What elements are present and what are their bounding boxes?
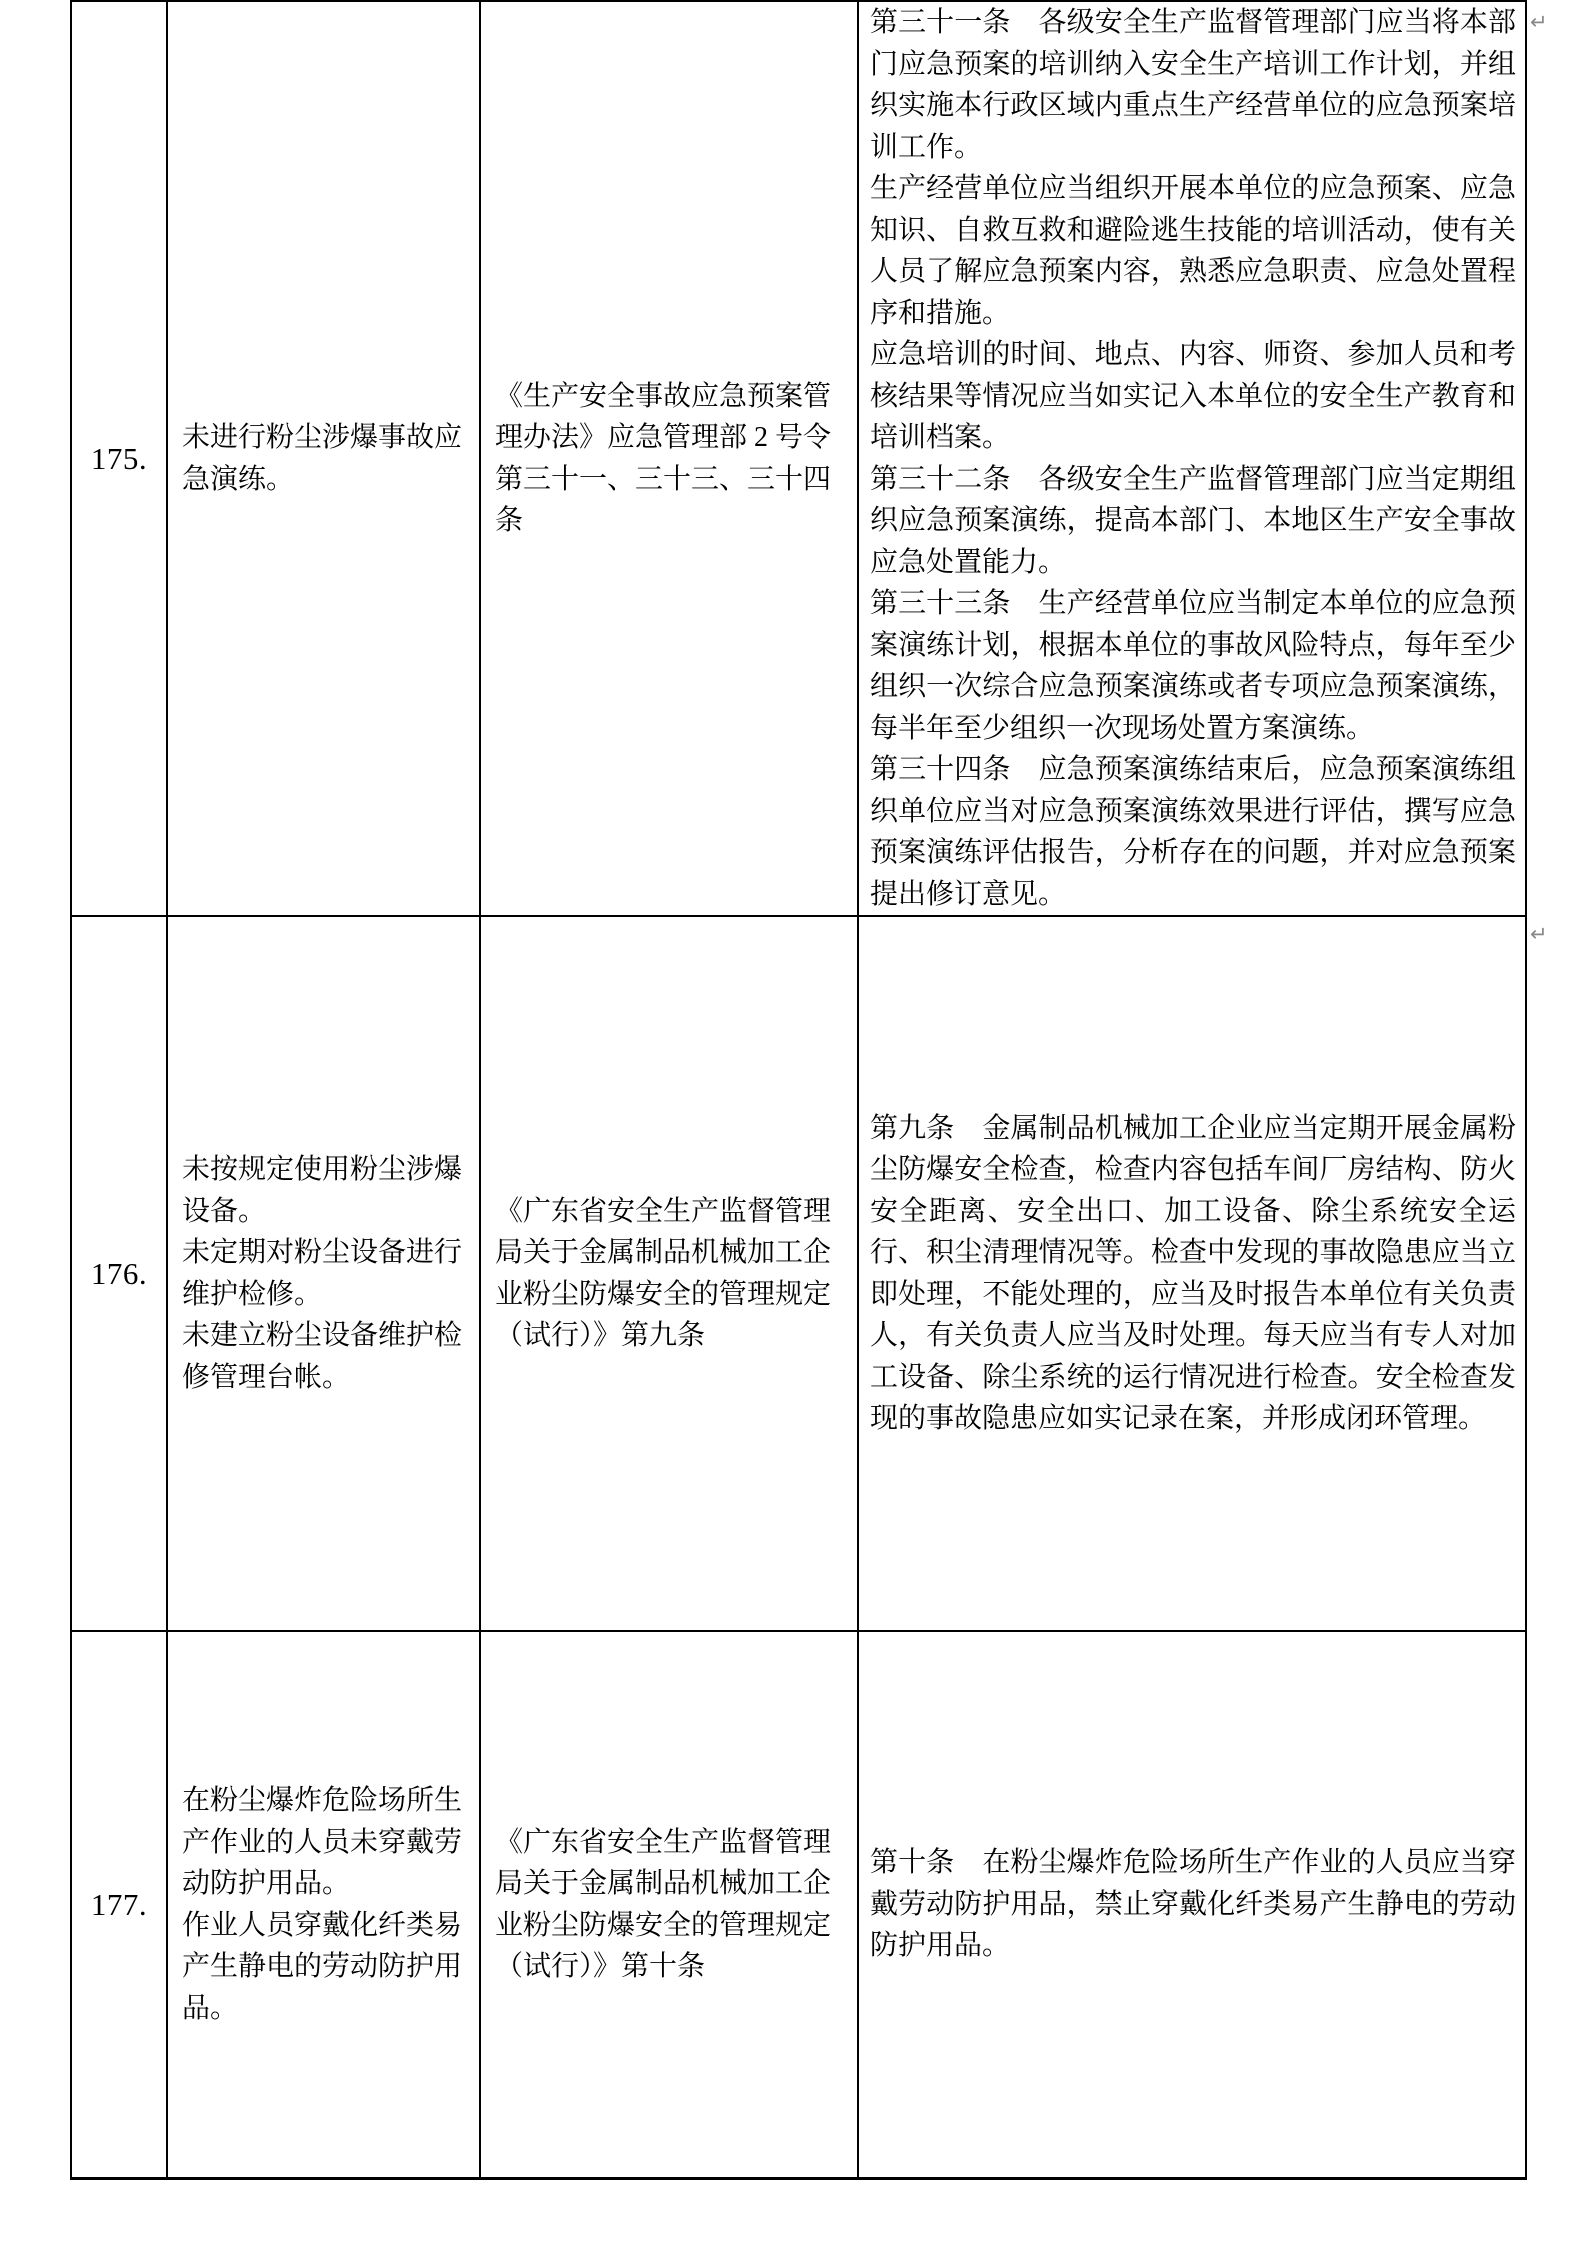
regulation-text-cell-177 bbox=[859, 1632, 1525, 2177]
regulation-paragraph: 第三十二条 各级安全生产监督管理部门应当定期组织应急预案演练，提高本部门、本地区生产安全事故应急处置能力。 bbox=[870, 463, 1516, 578]
legal-basis-text: 《生产安全事故应急预案管理办法》应急管理部 2 号令第三十一、三十三、三十四条 bbox=[495, 380, 832, 536]
regulation-text-cell-176 bbox=[859, 917, 1525, 1632]
row-number: 177. bbox=[90, 1886, 148, 1922]
legal-basis-text: 《广东省安全生产监督管理局关于金属制品机械加工企业粉尘防爆安全的管理规定（试行）》第九条 bbox=[495, 1195, 832, 1351]
paragraph-return-icon: ↵ bbox=[1530, 10, 1548, 34]
legal-basis-cell-177 bbox=[481, 1632, 859, 2177]
problem-item: 在粉尘爆炸危险场所生产作业的人员未穿戴劳动防护用品。 bbox=[182, 1785, 463, 1899]
row-number: 176. bbox=[90, 1255, 148, 1291]
problem-item: 作业人员穿戴化纤类易产生静电的劳动防护用品。 bbox=[182, 1909, 463, 2024]
problem-item: 未建立粉尘设备维护检修管理台帐。 bbox=[182, 1320, 463, 1393]
problem-cell-175 bbox=[168, 2, 481, 917]
regulation-text-cell-175 bbox=[859, 2, 1525, 917]
paragraph-return-icon: ↵ bbox=[1530, 922, 1548, 946]
regulation-paragraph: 第十条 在粉尘爆炸危险场所生产作业的人员应当穿戴劳动防护用品，禁止穿戴化纤类易产生静电的劳动防护用品。 bbox=[870, 1847, 1516, 1962]
regulation-paragraph: 应急培训的时间、地点、内容、师资、参加人员和考核结果等情况应当如实记入本单位的安全生产教育和培训档案。 bbox=[870, 339, 1516, 453]
problem-item: 未定期对粉尘设备进行维护检修。 bbox=[182, 1237, 463, 1310]
regulation-paragraph: 生产经营单位应当组织开展本单位的应急预案、应急知识、自救互救和避险逃生技能的培训活动，使有关人员了解应急预案内容，熟悉应急职责、应急处置程序和措施。 bbox=[870, 173, 1516, 329]
row-number-cell-177 bbox=[72, 1632, 168, 2177]
row-number: 175. bbox=[90, 440, 148, 476]
regulation-paragraph: 第三十三条 生产经营单位应当制定本单位的应急预案演练计划，根据本单位的事故风险特点，每年至少组织一次综合应急预案演练或者专项应急预案演练，每半年至少组织一次现场处置方案演练。 bbox=[870, 588, 1516, 744]
problem-item: 未按规定使用粉尘涉爆设备。 bbox=[182, 1154, 463, 1227]
legal-basis-cell-175 bbox=[481, 2, 859, 917]
problem-item: 未进行粉尘涉爆事故应急演练。 bbox=[182, 422, 463, 495]
regulation-table bbox=[70, 0, 1527, 2180]
legal-basis-text: 《广东省安全生产监督管理局关于金属制品机械加工企业粉尘防爆安全的管理规定（试行）》第十条 bbox=[495, 1826, 832, 1982]
row-number-cell-176 bbox=[72, 917, 168, 1632]
row-number-cell-175 bbox=[72, 2, 168, 917]
problem-cell-177 bbox=[168, 1632, 481, 2177]
problem-cell-176 bbox=[168, 917, 481, 1632]
regulation-paragraph: 第九条 金属制品机械加工企业应当定期开展金属粉尘防爆安全检查，检查内容包括车间厂房结构、防火安全距离、安全出口、加工设备、除尘系统安全运行、积尘清理情况等。检查中发现的事故隐患应当立即处理，不能处理的，应当及时报告本单位有关负责人，有关负责人应当及时处理。每天应当有专人对加工设备、除尘系统的运行情况进行检查。安全检查发现的事故隐患应如实记录在案，并形成闭环管理。 bbox=[870, 1112, 1516, 1434]
legal-basis-cell-176 bbox=[481, 917, 859, 1632]
regulation-paragraph: 第三十一条 各级安全生产监督管理部门应当将本部门应急预案的培训纳入安全生产培训工作计划，并组织实施本行政区域内重点生产经营单位的应急预案培训工作。 bbox=[870, 7, 1516, 163]
regulation-paragraph: 第三十四条 应急预案演练结束后，应急预案演练组织单位应当对应急预案演练效果进行评估，撰写应急预案演练评估报告，分析存在的问题，并对应急预案提出修订意见。 bbox=[870, 754, 1516, 910]
